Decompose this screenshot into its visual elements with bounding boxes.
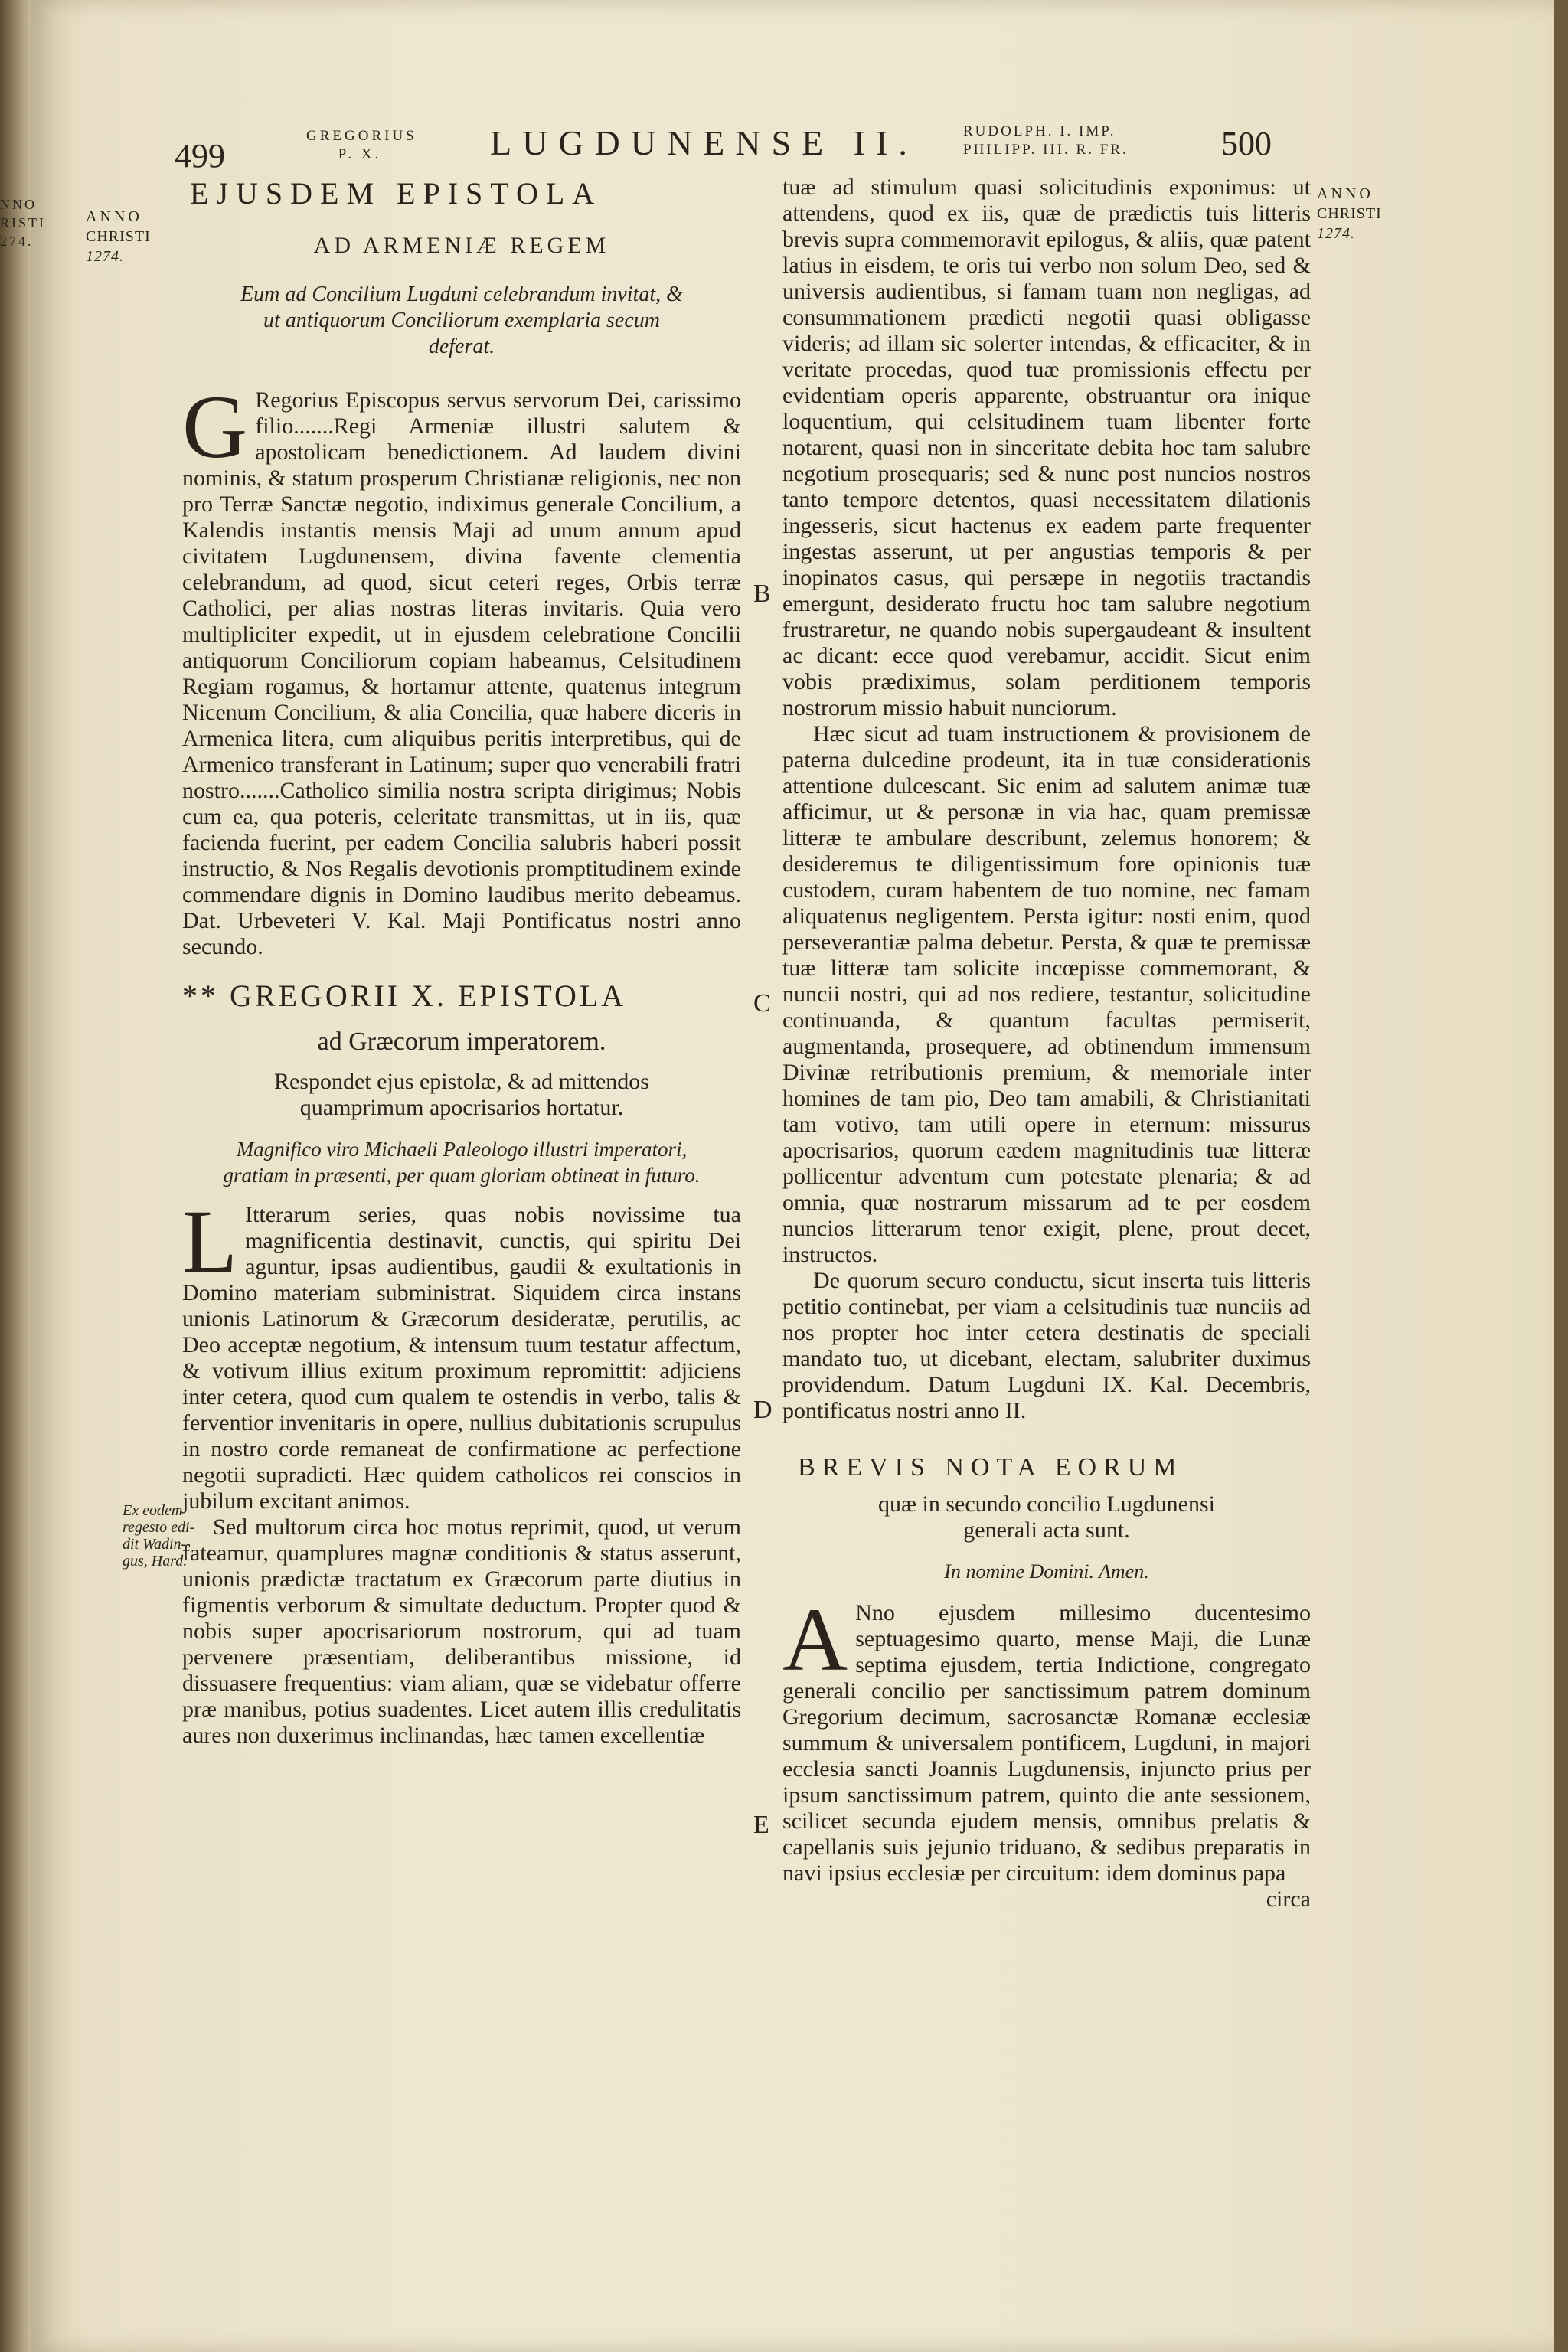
section-letter-c: C bbox=[753, 989, 771, 1018]
page-title: LUGDUNENSE II. bbox=[490, 123, 918, 162]
right-body2: Hæc sicut ad tuam instructionem & provisionem de paterna dulcedine prodeunt, ita in tuæ considerationis attentione dulcescant. Sic enim ad salutem animæ tuæ afficimur, ut & personæ in via hac, quam premissæ litteræ te ambulare describunt, zelemus honorem; & desideremus te diligentissimum fore opinionis tuæ custodem, curam habentem de tuo nomine, nec famam aliquatenus negligentem. Persta igitur: nosti enim, quod perseverantiæ palma debetur. Persta, & quæ te premissæ tuæ litteræ tam solicite incœpisse commemorant, & nuncii nostri, qui ad nos rediere, testantur, solicitudine continuanda, & quantum facultas permiserit, augmentanda, prosequere, ad obtinendum immensum Divinæ retributionis premium, & memoriale inter homines de tam pio, Deo tam amabili, & Christianitati tam votivo, tam utili opere in eternum: missurus apocrisarios, quorum eædem magnitudinis tuæ litteræ pollicentur adventum cum potestate plenaria; & ad omnia, quæ nostrarum missarum ad te per eosdem nuncios litterarum tenor exigit, plene, prout decet, instructos. bbox=[782, 721, 1311, 1267]
margin-year-right-value: 1274. bbox=[1317, 225, 1355, 242]
margin-year-left-value: 1274. bbox=[86, 248, 124, 265]
nota-title: BREVIS NOTA EORUM bbox=[798, 1453, 1184, 1481]
nota-subtitle: quæ in secundo concilio Lugdunensi generali acta sunt. bbox=[878, 1491, 1215, 1543]
margin-year-outer bbox=[0, 195, 46, 250]
source-note-line4: gus, Hard. bbox=[122, 1553, 188, 1570]
running-head-left bbox=[306, 127, 417, 164]
nota-body bbox=[782, 1589, 1311, 1886]
margin-year-right-christi: CHRISTI bbox=[1317, 205, 1382, 222]
page-number-right: 500 bbox=[1221, 125, 1272, 162]
margin-year-left-christi: CHRISTI bbox=[86, 228, 151, 245]
margin-year-outer-anno: NNO bbox=[0, 197, 37, 212]
margin-year-outer-value: 274. bbox=[0, 234, 34, 249]
section-letter-e: E bbox=[753, 1811, 769, 1839]
running-head-left-line1: GREGORIUS bbox=[306, 128, 417, 144]
running-head-right-line1: RUDOLPH. I. IMP. bbox=[963, 123, 1116, 139]
epistola1-summary: Eum ad Concilium Lugduni celebrandum invitat, & ut antiquorum Conciliorum exemplaria secum deferat. bbox=[240, 283, 683, 358]
right-body1: tuæ ad stimulum quasi solicitudinis exponimus: ut attendens, quod ex iis, quæ de prædictis tuis litteris brevis supra commemoravit epilogus, & aliis, quæ patent latius in eisdem, te oris tui verbo non solum Deo, sed & universis audientibus, si famam tuam non negligas, ad consummationem prædicti negotii quasi obligasse videris; ad illam sic solerter intendas, & efficaciter, & in veritate procedas, quod tuæ promissionis effectu per evidentiam operis apparente, obstruantur ora inique loquentium, qui celsitudinem tuam libenter forte notarent, quasi non in sinceritate debita hoc tam salubre negotium prosequaris; sed & nunc post nuncios nostros tanto tempore detentos, quasi necessitatem dilationis ingesseris, sicut hactenus ex eadem parte frequenter ingestas asserunt, ut per angustias temporis & per inopinatos casus, qui persæpe in negotiis tractandis emergunt, desiderato fructu hoc tam salubre negotium frustraretur, ne quando nobis supergaudeant & insultent ac dicant: ecce quod verebamur, accidit. Sicut enim vobis prædiximus, solam perditionem temporis nostrorum missio habuit nunciorum. bbox=[782, 175, 1311, 720]
source-note-line2: regesto edi- bbox=[122, 1519, 195, 1536]
book-edge-left bbox=[0, 0, 46, 2352]
running-head-left-line2: P. X. bbox=[338, 146, 382, 162]
epistola1-body bbox=[182, 377, 741, 960]
catchword: circa bbox=[1266, 1886, 1311, 1912]
section-letter-b: B bbox=[753, 580, 771, 608]
source-note-line3: dit Wadin- bbox=[122, 1536, 187, 1553]
margin-year-right bbox=[1317, 184, 1382, 243]
nota-dropcap: A bbox=[782, 1589, 848, 1690]
epistola2-body1 bbox=[182, 1191, 741, 1514]
right-column bbox=[782, 175, 1311, 1913]
margin-year-left-anno: ANNO bbox=[86, 208, 142, 225]
nota-text: Nno ejusdem millesimo ducentesimo septuagesimo quarto, mense Maji, die Lunæ septima ejusdem, tertia Indictione, congregato generali concilio per sanctissimum patrem dominum Gregorium decimum, sacrosanctæ Romanæ ecclesiæ summum & universalem pontificem, Lugduni, in majori ecclesia sancti Joannis Lugdunensis, injuncto prius per ipsum sanctissimum patrem, quinto die ante sessionem, scilicet secunda ejudem mensis, omnibus prelatis & capellanis suis jejunio triduano, & sedibus preparatis in navi ipsius ecclesiæ per circuitum: idem dominus papa bbox=[782, 1600, 1311, 1886]
epistola2-address: Magnifico viro Michaeli Paleologo illustri imperatori, gratiam in præsenti, per quam gloriam obtineat in futuro. bbox=[223, 1138, 701, 1187]
epistola1-dropcap: G bbox=[182, 377, 248, 477]
epistola1-title: EJUSDEM EPISTOLA bbox=[190, 176, 603, 211]
epistola1-text: Regorius Episcopus servus servorum Dei, carissimo filio.......Regi Armeniæ illustri salutem & apostolicam benedictionem. Ad laudem divini nominis, & statum prosperum Christianæ religionis, nec non pro Terræ Sanctæ negotio, indiximus generale Concilium, a Kalendis instantis mensis Maji ad unum annum apud civitatem Lugdunensem, divina favente clementia celebrandum, ad quod, sicut ceteri reges, Orbis terræ Catholici, per alias nostras literas invitaris. Quia vero multipliciter expedit, ut in ejusdem celebratione Concilii antiquorum Conciliorum copiam habeamus, Celsitudinem Regiam rogamus, & hortamur attente, quatenus integrum Nicenum Concilium, & alia Concilia, quæ habere diceris in Armenica litera, cum aliquibus peritis interpretibus, qui de Armenico transferant in Latinum; super quo venerabili fratri nostro.......Catholico similia nostra scripta dirigimus; Nobis cum ea, qua poteris, celeritate transmittas, ut in iis, quæ facienda fuerint, per eadem Concilia salubris haberi possit instructio, & Nos Regalis devotionis promptitudinem exinde commendare dignis in Domino laudibus merito debeamus. Dat. Urbeveteri V. Kal. Maji Pontificatus nostri anno secundo. bbox=[182, 387, 741, 959]
page-number-left: 499 bbox=[175, 137, 225, 175]
margin-year-left bbox=[86, 207, 151, 266]
epistola2-dropcap: L bbox=[182, 1191, 238, 1292]
epistola2-subtitle: ad Græcorum imperatorem. bbox=[317, 1027, 606, 1056]
epistola1-subtitle: AD ARMENIÆ REGEM bbox=[313, 233, 610, 258]
epistola2-text1: Itterarum series, quas nobis novissime tua magnificentia destinavit, cunctis, qui spiritu Dei aguntur, ipsas audientibus, gaudii & exultationis in Domino materiam subministrat. Siquidem circa instans unionis Latinorum & Græcorum desideratæ, perutilis, ac Deo acceptæ negotium, & intensum tuum testatur affectum, & votivum illius exitum proximum repromittit: adjiciens inter cetera, quod cum qualem te ostendis in verbo, talis & ferventior invenitaris in opere, nullius dubitationis scrupulus in nostro corde remaneat de confirmatione ac perfectione negotii supradicti. Hæc quidem catholicos rei conscios in jubilum excitant animos. bbox=[182, 1202, 741, 1514]
right-body3: De quorum securo conductu, sicut inserta tuis litteris petitio continebat, per viam a celsitudinis tuæ nunciis ad nos propter hoc inter cetera destinatis de speciali mandato tuo, ut dicebant, electam, salubriter duximus providendum. Datum Lugduni IX. Kal. Decembris, pontificatus nostri anno II. bbox=[782, 1268, 1311, 1423]
left-column bbox=[182, 175, 741, 1749]
section-letter-d: D bbox=[753, 1396, 773, 1424]
margin-year-right-anno: ANNO bbox=[1317, 185, 1374, 202]
source-note-line1: Ex eodem bbox=[122, 1502, 183, 1519]
running-head-right-line2: PHILIPP. III. R. FR. bbox=[963, 142, 1129, 158]
epistola2-body2: Sed multorum circa hoc motus reprimit, quod, ut verum fateamur, quamplures magnæ conditionis & status asserunt, unionis prædictæ tractatum ex Græcorum parte diutius in figmentis verborum & simultate deductum. Propter quod & nobis super apocrisariorum nostrorum, qui ad tuam pervenere præsentiam, deliberantibus missione, id dissuasere frequentius: viam aliam, quæ se videbatur offerre præ manibus, potius suadentes. Licet autem illis credulitatis aures non duxerimus inclinandas, hæc tamen excellentiæ bbox=[182, 1514, 741, 1748]
running-head-right bbox=[963, 122, 1129, 159]
epistola2-title: ** GREGORII X. EPISTOLA bbox=[182, 978, 627, 1013]
epistola2-summary: Respondet ejus epistolæ, & ad mittendos quamprimum apocrisarios hortatur. bbox=[274, 1069, 649, 1120]
nota-invocation: In nomine Domini. Amen. bbox=[944, 1560, 1149, 1583]
margin-year-outer-christi: RISTI bbox=[0, 215, 46, 230]
